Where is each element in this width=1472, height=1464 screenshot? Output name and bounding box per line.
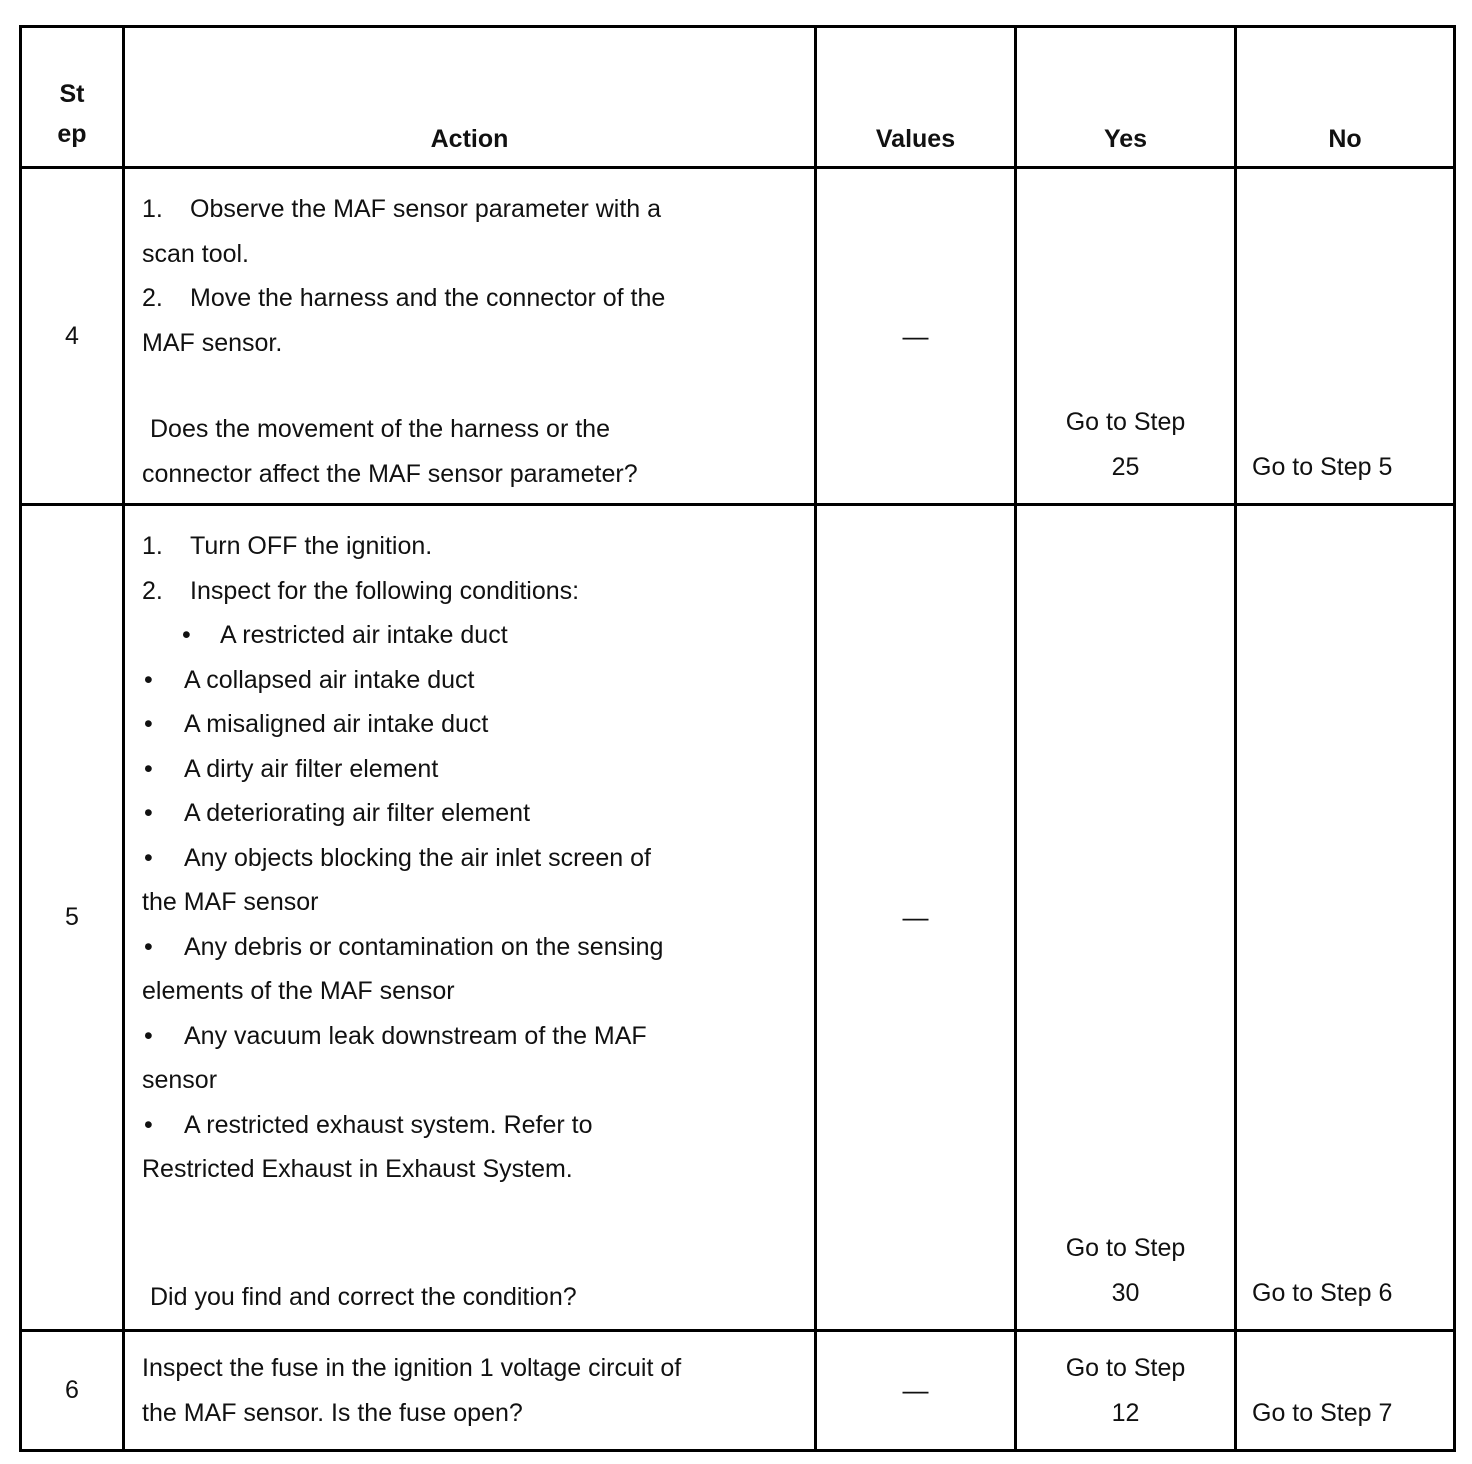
- yes-cell: [1016, 505, 1236, 1331]
- action-line: [142, 658, 814, 703]
- action-line: [142, 969, 814, 1014]
- header-no: No: [1236, 27, 1455, 168]
- action-text: A misaligned air intake duct: [184, 710, 489, 738]
- values-text: —: [902, 1375, 929, 1405]
- action-line: [142, 747, 814, 792]
- yes-text: Go to Step: [1065, 408, 1186, 436]
- no-cell: [1236, 168, 1455, 505]
- action-text: scan tool.: [142, 239, 250, 268]
- header-row: [21, 27, 1455, 168]
- header-action: Action: [124, 27, 816, 168]
- bullet-marker: •: [182, 621, 191, 649]
- bullet-marker: •: [144, 799, 153, 827]
- bullet-marker: •: [144, 1021, 153, 1050]
- action-question: connector affect the MAF sensor parameter?: [142, 459, 638, 488]
- action-line: [142, 836, 814, 881]
- list-marker: 1.: [142, 532, 163, 560]
- action-line: [142, 791, 814, 836]
- table-row: [21, 168, 1455, 505]
- action-line: [142, 187, 814, 232]
- step-number: 4: [21, 168, 124, 505]
- action-text: Turn OFF the ignition.: [190, 532, 433, 560]
- action-line: [142, 613, 814, 658]
- action-cell: [124, 168, 816, 505]
- no-text: Go to Step 6: [1252, 1278, 1393, 1307]
- values-cell: [816, 505, 1016, 1331]
- action-line: the MAF sensor. Is the fuse open?: [142, 1398, 523, 1427]
- list-marker: 1.: [142, 195, 163, 223]
- action-text: elements of the MAF sensor: [142, 977, 455, 1005]
- action-text: A restricted air intake duct: [220, 621, 508, 649]
- action-line: [142, 1103, 814, 1148]
- no-cell: [1236, 1331, 1455, 1451]
- no-cell: [1236, 505, 1455, 1331]
- values-text: —: [902, 320, 929, 351]
- step-number: 6: [21, 1331, 124, 1451]
- yes-step-number: 30: [1111, 1278, 1140, 1307]
- action-cell: [124, 1331, 816, 1451]
- action-line: [142, 569, 814, 614]
- action-text: MAF sensor.: [142, 328, 283, 357]
- action-line: [142, 1014, 814, 1059]
- action-text: Observe the MAF sensor parameter with a: [190, 195, 662, 223]
- action-text: the MAF sensor: [142, 888, 319, 916]
- action-text: A dirty air filter element: [184, 754, 439, 783]
- action-line: [142, 321, 814, 366]
- action-line: Inspect the fuse in the ignition 1 voltage circuit of: [142, 1354, 682, 1382]
- action-text: Restricted Exhaust in Exhaust System.: [142, 1155, 573, 1183]
- step-number: 5: [21, 505, 124, 1331]
- action-line: [142, 925, 814, 970]
- action-text: A deteriorating air filter element: [184, 799, 531, 827]
- list-marker: 2.: [142, 576, 163, 605]
- list-marker: 2.: [142, 284, 163, 312]
- action-text: A collapsed air intake duct: [184, 665, 475, 694]
- table-row: [21, 505, 1455, 1331]
- header-yes: Yes: [1016, 27, 1236, 168]
- header-step-line-1: St: [59, 80, 85, 108]
- yes-step-number: 25: [1111, 452, 1140, 481]
- yes-cell: [1016, 1331, 1236, 1451]
- no-text: Go to Step 5: [1252, 452, 1393, 481]
- header-values: Values: [816, 27, 1016, 168]
- values-cell: [816, 1331, 1016, 1451]
- action-line: [142, 276, 814, 321]
- values-text: —: [902, 902, 929, 932]
- action-text: Inspect for the following conditions:: [190, 576, 580, 605]
- action-text: Move the harness and the connector of the: [190, 284, 666, 312]
- values-cell: [816, 168, 1016, 505]
- bullet-marker: •: [144, 1110, 153, 1139]
- action-text: Any objects blocking the air inlet screen of: [184, 843, 651, 872]
- yes-cell: [1016, 168, 1236, 505]
- action-line: [142, 880, 814, 925]
- no-text: Go to Step 7: [1252, 1398, 1393, 1427]
- yes-step-number: 12: [1111, 1398, 1140, 1427]
- bullet-marker: •: [144, 665, 153, 694]
- bullet-marker: •: [144, 843, 153, 872]
- table-row: [21, 1331, 1455, 1451]
- action-line: [142, 232, 814, 277]
- yes-text: Go to Step: [1065, 1234, 1186, 1262]
- action-line: [142, 1147, 814, 1192]
- header-step-line-2: ep: [57, 120, 87, 148]
- action-text: A restricted exhaust system. Refer to: [184, 1110, 593, 1139]
- action-text: Any vacuum leak downstream of the MAF: [184, 1021, 647, 1050]
- action-line: [142, 1058, 814, 1103]
- bullet-marker: •: [144, 932, 153, 961]
- action-question: Does the movement of the harness or the: [150, 415, 610, 443]
- bullet-marker: •: [144, 710, 153, 738]
- action-text: Any debris or contamination on the sensing: [184, 932, 664, 961]
- bullet-marker: •: [144, 754, 153, 783]
- header-step: [21, 27, 124, 168]
- yes-text: Go to Step: [1065, 1354, 1186, 1382]
- action-line: [142, 524, 814, 569]
- action-text: sensor: [142, 1066, 218, 1094]
- action-question: Did you find and correct the condition?: [150, 1282, 577, 1311]
- action-cell: [124, 505, 816, 1331]
- diagnostic-table: [19, 25, 1456, 1452]
- action-line: [142, 702, 814, 747]
